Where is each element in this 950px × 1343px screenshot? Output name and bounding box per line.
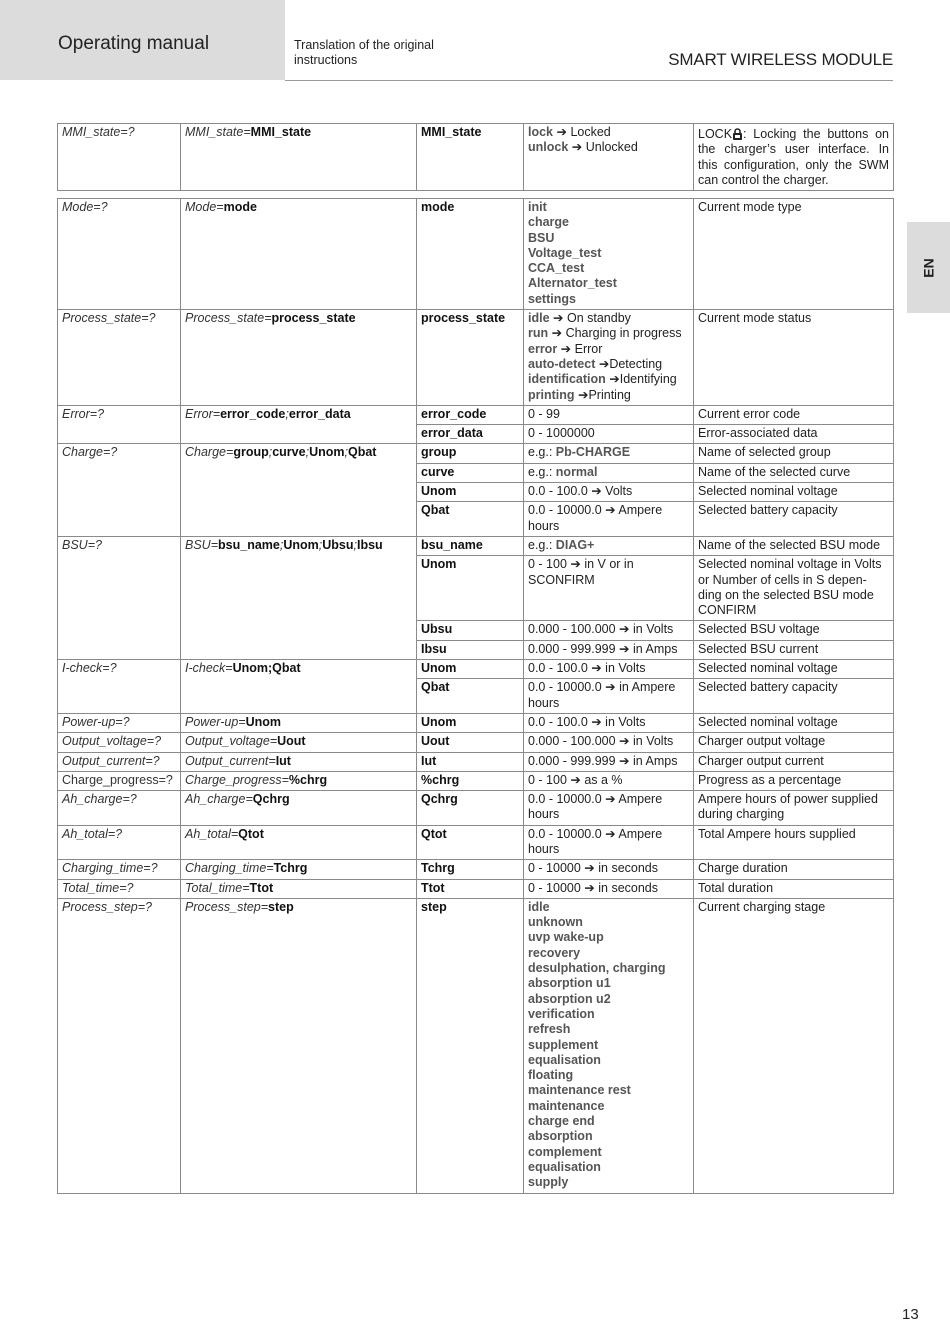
query-cell: Total_time=? [58, 879, 181, 898]
table-row [58, 733, 894, 752]
value-cell: 0.0 - 10000.0 ➔ in Ampere hours [524, 679, 694, 714]
param-cell: Qtot [417, 825, 524, 860]
query-cell: I-check=? [58, 660, 181, 679]
table-row [58, 679, 894, 714]
query-cell: Output_voltage=? [58, 733, 181, 752]
value-cell: 0.0 - 100.0 ➔ in Volts [524, 660, 694, 679]
value-cell: e.g.: Pb-CHARGE [524, 444, 694, 463]
param-cell: error_code [417, 405, 524, 424]
value-cell: 0.000 - 999.999 ➔ in Amps [524, 640, 694, 659]
description-cell: Charger output voltage [694, 733, 894, 752]
query-cell: Charge=? [58, 444, 181, 463]
description-cell: Charge duration [694, 860, 894, 879]
table-row [58, 752, 894, 771]
value-cell: 0 - 100 ➔ as a % [524, 771, 694, 790]
response-cell: Charging_time=Tchrg [181, 860, 417, 879]
response-cell: Charge=group;curve;Unom;Qbat [181, 444, 417, 463]
param-cell: Qbat [417, 502, 524, 537]
param-cell: curve [417, 463, 524, 482]
query-cell: Output_current=? [58, 752, 181, 771]
page-number: 13 [902, 1306, 919, 1323]
table-row [58, 713, 894, 732]
page-title: Operating manual [58, 33, 210, 54]
response-cell: Output_voltage=Uout [181, 733, 417, 752]
query-cell: Ah_charge=? [58, 791, 181, 826]
param-cell: Qchrg [417, 791, 524, 826]
value-cell: idle ➔ On standby run ➔ Charging in progress error ➔ Error auto-detect ➔Detecting identification ➔Identifying printing ➔Printing [524, 310, 694, 406]
response-cell: Charge_progress=%chrg [181, 771, 417, 790]
language-tab [907, 222, 950, 313]
description-cell: Name of selected group [694, 444, 894, 463]
param-cell: Qbat [417, 679, 524, 714]
param-cell: Unom [417, 713, 524, 732]
value-cell: 0.0 - 10000.0 ➔ Ampere hours [524, 825, 694, 860]
param-cell: MMI_state [417, 124, 524, 191]
commands-table [57, 198, 894, 1194]
description-cell: Name of the selected curve [694, 463, 894, 482]
param-cell: Ubsu [417, 621, 524, 640]
table-row [58, 621, 894, 640]
response-cell: I-check=Unom;Qbat [181, 660, 417, 679]
description-cell: Selected nominal voltage [694, 660, 894, 679]
param-cell: Unom [417, 556, 524, 621]
table-row [58, 199, 894, 310]
table-row [58, 425, 894, 444]
response-cell: Error=error_code;error_data [181, 405, 417, 424]
value-cell: 0 - 10000 ➔ in seconds [524, 860, 694, 879]
description-cell: Current mode status [694, 310, 894, 406]
table-row [58, 556, 894, 621]
description-cell: Selected battery capacity [694, 679, 894, 714]
table-row [58, 898, 894, 1193]
param-cell: Uout [417, 733, 524, 752]
param-cell: step [417, 898, 524, 1193]
response-cell: Ah_charge=Qchrg [181, 791, 417, 826]
table-row [58, 463, 894, 482]
table-row [58, 660, 894, 679]
description-cell: Current mode type [694, 199, 894, 310]
table-row [58, 405, 894, 424]
description-cell: Progress as a percentage [694, 771, 894, 790]
table-row [58, 771, 894, 790]
description-cell: Selected BSU voltage [694, 621, 894, 640]
value-cell: e.g.: normal [524, 463, 694, 482]
table-row [58, 310, 894, 406]
value-cell: 0.0 - 100.0 ➔ in Volts [524, 713, 694, 732]
query-cell: Mode=? [58, 199, 181, 310]
response-cell: Total_time=Ttot [181, 879, 417, 898]
table-row [58, 483, 894, 502]
table-row [58, 444, 894, 463]
description-cell: Current error code [694, 405, 894, 424]
query-cell: Process_state=? [58, 310, 181, 406]
description-cell: Total duration [694, 879, 894, 898]
header-divider [285, 80, 893, 81]
description-cell: Selected battery capacity [694, 502, 894, 537]
query-cell: Charge_progress=? [58, 771, 181, 790]
response-cell: Process_state=process_state [181, 310, 417, 406]
param-cell: Unom [417, 660, 524, 679]
response-cell: Power-up=Unom [181, 713, 417, 732]
response-cell: Output_current=Iut [181, 752, 417, 771]
table-row [58, 124, 894, 191]
description-cell: Selected nominal voltage [694, 483, 894, 502]
response-cell: Mode=mode [181, 199, 417, 310]
query-cell: Error=? [58, 405, 181, 424]
param-cell: mode [417, 199, 524, 310]
header-subtitle: Translation of the original instructions [294, 38, 434, 67]
value-cell: 0.0 - 10000.0 ➔ Ampere hours [524, 502, 694, 537]
response-cell: BSU=bsu_name;Unom;Ubsu;Ibsu [181, 536, 417, 555]
param-cell: error_data [417, 425, 524, 444]
param-cell: process_state [417, 310, 524, 406]
response-cell: Process_step=step [181, 898, 417, 1193]
query-cell: Power-up=? [58, 713, 181, 732]
value-cell: 0 - 10000 ➔ in seconds [524, 879, 694, 898]
response-cell: MMI_state=MMI_state [181, 124, 417, 191]
description-cell: Current charging stage [694, 898, 894, 1193]
description-cell: Ampere hours of power supplied during charging [694, 791, 894, 826]
table-row [58, 825, 894, 860]
description-cell: Charger output current [694, 752, 894, 771]
param-cell: Ttot [417, 879, 524, 898]
param-cell: Tchrg [417, 860, 524, 879]
description-cell: Error-associated data [694, 425, 894, 444]
description-cell: Name of the selected BSU mode [694, 536, 894, 555]
product-name: SMART WIRELESS MODULE [668, 50, 893, 69]
response-cell: Ah_total=Qtot [181, 825, 417, 860]
table-row [58, 502, 894, 537]
param-cell: Unom [417, 483, 524, 502]
lock-icon [732, 128, 743, 140]
value-cell: lock ➔ Locked unlock ➔ Unlocked [524, 124, 694, 191]
description-cell: Total Ampere hours supplied [694, 825, 894, 860]
table-row [58, 860, 894, 879]
value-cell: 0.0 - 100.0 ➔ Volts [524, 483, 694, 502]
param-cell: bsu_name [417, 536, 524, 555]
value-cell: 0 - 100 ➔ in V or in SCONFIRM [524, 556, 694, 621]
value-cell: 0.000 - 100.000 ➔ in Volts [524, 621, 694, 640]
query-cell: BSU=? [58, 536, 181, 555]
value-cell: e.g.: DIAG+ [524, 536, 694, 555]
query-cell: Charging_time=? [58, 860, 181, 879]
query-cell: Ah_total=? [58, 825, 181, 860]
description-cell: LOCK : Locking the buttons on the charger’s user interface. In this configuration, only the SWM can control the charger. [694, 124, 894, 191]
table-row [58, 640, 894, 659]
table-row [58, 791, 894, 826]
query-cell: MMI_state=? [58, 124, 181, 191]
param-cell: %chrg [417, 771, 524, 790]
table-row [58, 879, 894, 898]
value-cell: 0.000 - 100.000 ➔ in Volts [524, 733, 694, 752]
value-cell: 0 - 1000000 [524, 425, 694, 444]
mmi-table [57, 123, 894, 191]
language-tab-label: EN [920, 257, 937, 278]
value-cell: 0.0 - 10000.0 ➔ Ampere hours [524, 791, 694, 826]
table-row [58, 536, 894, 555]
param-cell: Iut [417, 752, 524, 771]
value-cell: 0 - 99 [524, 405, 694, 424]
value-cell: init charge BSU Voltage_test CCA_test Alternator_test settings [524, 199, 694, 310]
value-cell: 0.000 - 999.999 ➔ in Amps [524, 752, 694, 771]
query-cell: Process_step=? [58, 898, 181, 1193]
param-cell: group [417, 444, 524, 463]
param-cell: Ibsu [417, 640, 524, 659]
value-cell: idle unknown uvp wake-up recovery desulphation, charging absorption u1 absorption u2 verification refresh supplement equalisation floating maintenance rest maintenance charge end absorption complement equalisation supply [524, 898, 694, 1193]
description-cell: Selected nominal voltage [694, 713, 894, 732]
description-cell: Selected BSU current [694, 640, 894, 659]
description-cell: Selected nominal voltage in Volts or Number of cells in S depen-ding on the selected BSU mode CONFIRM [694, 556, 894, 621]
